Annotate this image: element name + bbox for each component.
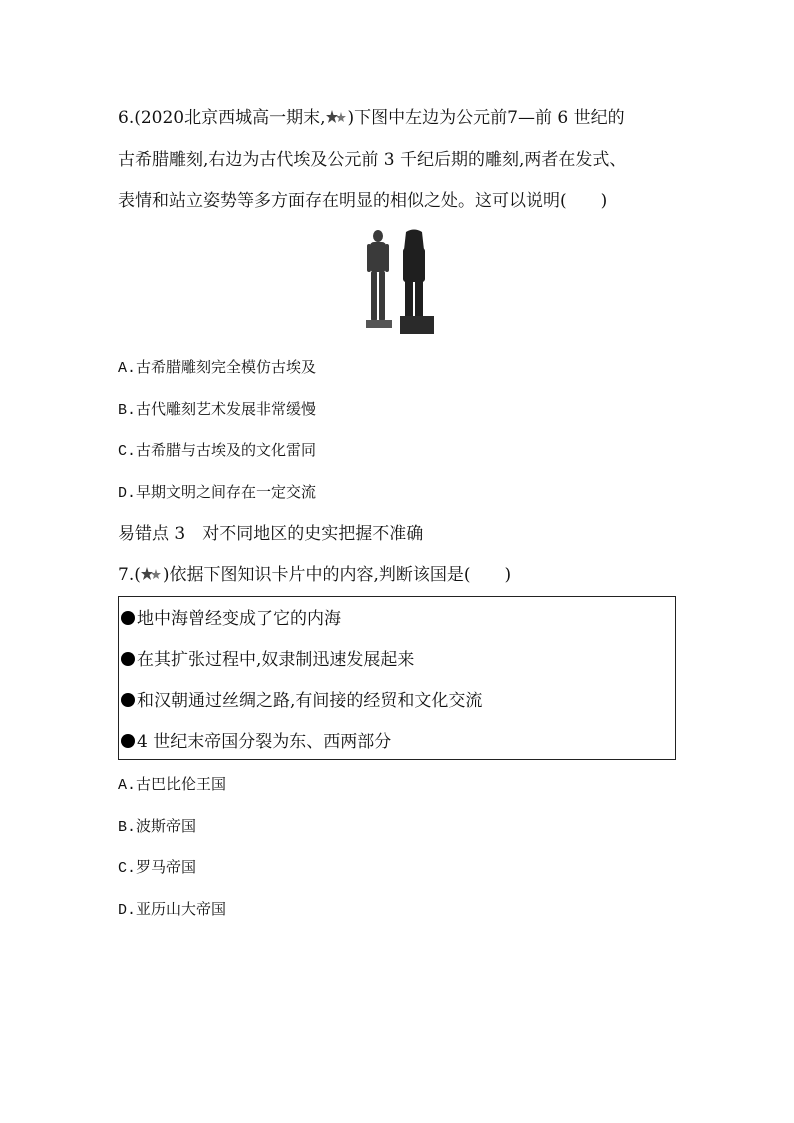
q7-stem	[118, 563, 511, 587]
q7-option-b[interactable]: B.波斯帝国	[118, 819, 197, 836]
q6-option-c[interactable]: C.古希腊与古埃及的文化雷同	[118, 443, 317, 460]
q6-line-3: 表情和站立姿势等多方面存在明显的相似之处。这可以说明( )	[118, 191, 608, 211]
egyptian-statue	[403, 230, 425, 321]
q6-option-b[interactable]: B.古代雕刻艺术发展非常缓慢	[118, 402, 317, 419]
difficulty-star-icon	[141, 565, 163, 583]
greek-statue	[367, 230, 389, 321]
q6-line-1-a: 6.(2020北京西城高一期末,	[118, 108, 326, 128]
bullet-icon	[121, 693, 135, 707]
card-item: 4 世纪末帝国分裂为东、西两部分	[121, 730, 391, 754]
greek-statue-base	[366, 320, 392, 328]
bullet-icon	[121, 611, 135, 625]
q6-option-a[interactable]: A.古希腊雕刻完全模仿古埃及	[118, 360, 317, 377]
q7-option-d[interactable]: D.亚历山大帝国	[118, 902, 227, 919]
card-item: 地中海曾经变成了它的内海	[121, 607, 341, 631]
q7-suffix: )依据下图知识卡片中的内容,判断该国是( )	[162, 565, 512, 585]
statues-image	[360, 228, 436, 336]
q7-prefix: 7.(	[118, 565, 141, 585]
card-item: 和汉朝通过丝绸之路,有间接的经贸和文化交流	[121, 689, 482, 713]
bullet-icon	[121, 652, 135, 666]
bullet-icon	[121, 734, 135, 748]
egyptian-statue-base	[400, 316, 434, 334]
difficulty-star-icon	[326, 108, 348, 126]
q7-option-c[interactable]: C.罗马帝国	[118, 860, 197, 877]
q6-line-1	[118, 106, 625, 130]
q6-line-1-b: )下图中左边为公元前7—前 6 世纪的	[347, 108, 625, 128]
card-item: 在其扩张过程中,奴隶制迅速发展起来	[121, 648, 414, 672]
q6-line-2: 古希腊雕刻,右边为古代埃及公元前 3 千纪后期的雕刻,两者在发式、	[118, 150, 627, 170]
q6-option-d[interactable]: D.早期文明之间存在一定交流	[118, 485, 317, 502]
knowledge-card	[118, 596, 676, 760]
section-title: 易错点 3 对不同地区的史实把握不准确	[118, 524, 424, 544]
q7-option-a[interactable]: A.古巴比伦王国	[118, 777, 227, 794]
